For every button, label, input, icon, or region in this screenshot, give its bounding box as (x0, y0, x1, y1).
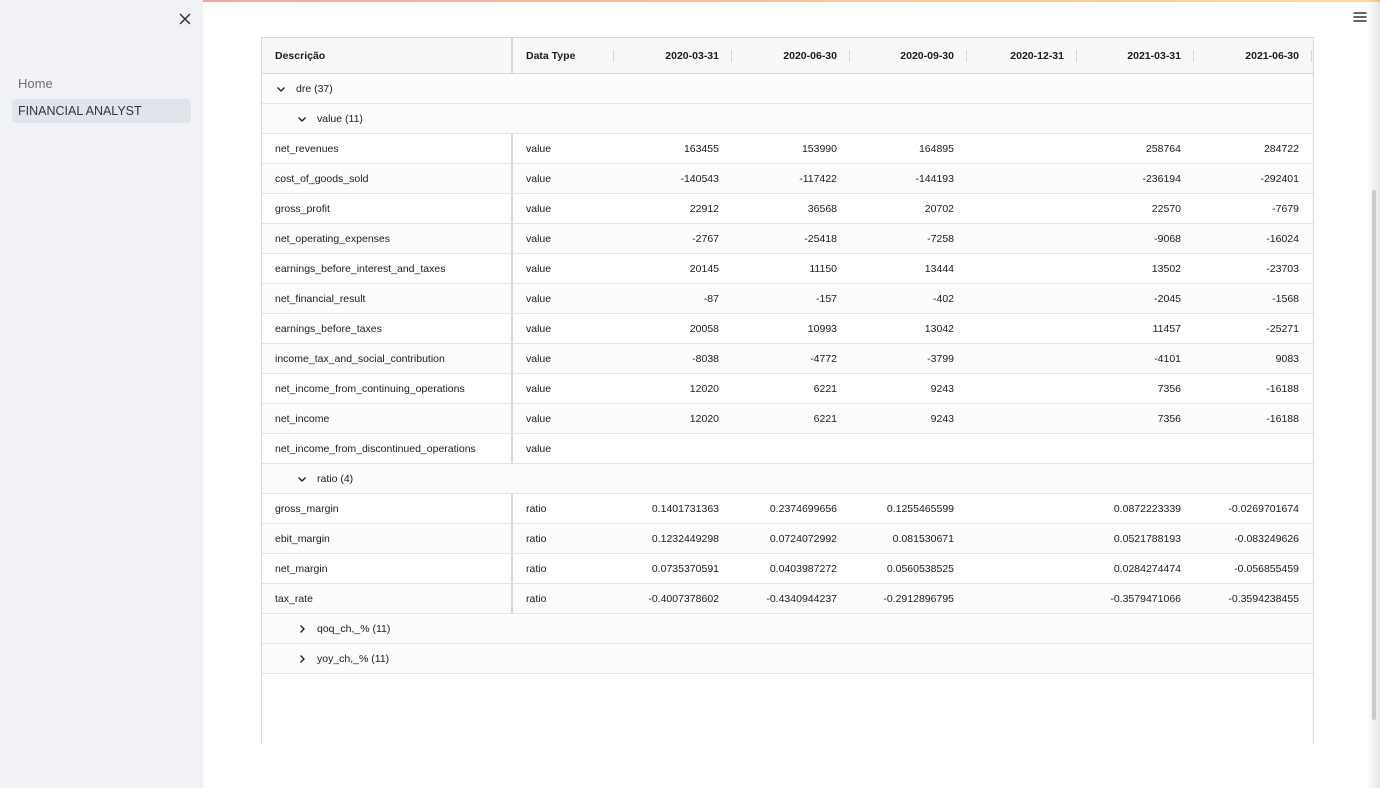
header-2020-03-31[interactable]: 2020-03-31 (614, 38, 732, 73)
cell-value[interactable]: -8038 (692, 352, 719, 365)
group-label: dre (37) (296, 82, 333, 95)
table-row[interactable] (262, 494, 1313, 524)
cell-value[interactable]: 9243 (930, 412, 954, 425)
cell-value[interactable]: 9083 (1275, 352, 1299, 365)
cell-value[interactable]: 10993 (807, 322, 837, 335)
cell-value[interactable]: 284722 (1263, 142, 1299, 155)
cell-value[interactable]: -144193 (915, 172, 954, 185)
cell-value[interactable] (967, 344, 1077, 373)
cell-value[interactable]: 11150 (809, 262, 837, 275)
cell-data-type[interactable]: value (526, 352, 552, 365)
cell-description[interactable]: net_income_from_discontinued_operations (262, 434, 513, 463)
cell-description[interactable]: ebit_margin (262, 524, 513, 553)
cell-description[interactable]: earnings_before_interest_and_taxes (262, 254, 513, 283)
chevron-right-icon[interactable] (296, 653, 308, 665)
table-row[interactable] (262, 224, 1313, 254)
cell-value[interactable] (967, 524, 1077, 553)
cell-value[interactable] (967, 284, 1077, 313)
table-row[interactable] (262, 554, 1313, 584)
group-label: ratio (4) (317, 472, 354, 485)
cell-value[interactable]: -25271 (1266, 322, 1299, 335)
cell-value[interactable]: -4101 (1154, 352, 1181, 365)
header-decoration-line (0, 0, 1380, 2)
cell-value[interactable]: -2767 (692, 232, 719, 245)
hamburger-menu-icon (1353, 11, 1367, 23)
group-label: yoy_ch,_% (11) (317, 652, 390, 665)
chevron-down-icon[interactable] (296, 113, 308, 125)
cell-value[interactable]: 20702 (924, 202, 954, 215)
cell-value[interactable]: 22570 (1151, 202, 1181, 215)
cell-data-type[interactable]: value (526, 262, 552, 275)
page-scrollbar[interactable] (1372, 190, 1376, 720)
cell-value[interactable]: -0.083249626 (1234, 532, 1299, 545)
cell-value[interactable]: -16024 (1266, 232, 1299, 245)
group-cell (262, 104, 363, 133)
cell-description[interactable]: net_income (262, 404, 513, 433)
cell-value[interactable]: 0.1401731363 (651, 502, 719, 515)
cell-value[interactable]: -25418 (804, 232, 837, 245)
cell-value[interactable]: 6221 (813, 382, 837, 395)
cell-value[interactable]: -23703 (1266, 262, 1299, 275)
cell-value[interactable] (967, 134, 1077, 163)
cell-value[interactable]: 0.0521788193 (1113, 532, 1181, 545)
cell-value[interactable]: -2045 (1154, 292, 1181, 305)
cell-data-type[interactable]: ratio (526, 592, 547, 605)
cell-value[interactable]: 13042 (924, 322, 954, 335)
group-row-ratio[interactable] (262, 464, 1313, 494)
table-row[interactable] (262, 284, 1313, 314)
cell-value[interactable]: -0.2912896795 (883, 592, 954, 605)
cell-data-type[interactable]: ratio (526, 502, 547, 515)
sidebar-item-financial-analyst[interactable]: FINANCIAL ANALYST (12, 99, 191, 123)
cell-value[interactable]: 11457 (1152, 322, 1181, 335)
cell-value[interactable]: 163455 (683, 142, 719, 155)
cell-value[interactable]: 0.1255465599 (886, 502, 954, 515)
cell-value[interactable] (967, 434, 1077, 463)
group-row-value[interactable] (262, 104, 1313, 134)
table-row[interactable] (262, 584, 1313, 614)
cell-value[interactable] (732, 434, 850, 463)
cell-value[interactable]: -16188 (1266, 382, 1299, 395)
close-icon (179, 13, 191, 25)
cell-data-type[interactable]: ratio (526, 562, 547, 575)
sidebar (0, 0, 203, 788)
cell-value[interactable]: 12020 (689, 382, 719, 395)
cell-value[interactable]: 6221 (813, 412, 837, 425)
cell-value[interactable] (1194, 434, 1312, 463)
cell-value[interactable] (967, 224, 1077, 253)
cell-value[interactable]: 7356 (1157, 412, 1181, 425)
cell-value[interactable]: -157 (815, 292, 837, 305)
cell-value[interactable]: -236194 (1142, 172, 1181, 185)
cell-value[interactable] (967, 554, 1077, 583)
cell-value[interactable]: -16188 (1266, 412, 1299, 425)
chevron-right-icon[interactable] (296, 623, 308, 635)
cell-description[interactable]: net_operating_expenses (262, 224, 513, 253)
cell-data-type[interactable]: value (526, 382, 552, 395)
cell-description[interactable]: tax_rate (262, 584, 513, 613)
cell-value[interactable] (967, 254, 1077, 283)
group-label: value (11) (317, 112, 363, 125)
group-label: qoq_ch,_% (11) (317, 622, 391, 635)
cell-value[interactable] (614, 434, 732, 463)
cell-value[interactable]: 7356 (1157, 382, 1181, 395)
cell-description[interactable]: net_margin (262, 554, 513, 583)
cell-description[interactable]: income_tax_and_social_contribution (262, 344, 513, 373)
group-row-qoq[interactable] (262, 614, 1313, 644)
group-row-yoy[interactable] (262, 644, 1313, 674)
cell-value[interactable]: 22912 (689, 202, 719, 215)
table-row[interactable] (262, 434, 1313, 464)
table-row[interactable] (262, 164, 1313, 194)
table-row[interactable] (262, 254, 1313, 284)
cell-value[interactable]: 0.0560538525 (886, 562, 954, 575)
header-2021-06-30[interactable]: 2021-06-30 (1194, 38, 1312, 73)
cell-data-type[interactable]: value (526, 142, 552, 155)
group-row-dre[interactable] (262, 74, 1313, 104)
chevron-down-icon[interactable] (275, 83, 287, 95)
cell-value[interactable]: 12020 (689, 412, 719, 425)
cell-value[interactable]: 9243 (930, 382, 954, 395)
sidebar-item-home[interactable]: Home (18, 76, 53, 91)
cell-value[interactable] (967, 404, 1077, 433)
group-cell (262, 464, 353, 493)
cell-description[interactable]: net_financial_result (262, 284, 513, 313)
header-2020-12-31[interactable]: 2020-12-31 (967, 38, 1077, 73)
cell-value[interactable]: 0.0284274474 (1113, 562, 1181, 575)
cell-value[interactable]: -140543 (680, 172, 719, 185)
cell-description[interactable]: net_income_from_continuing_operations (262, 374, 513, 403)
table-row[interactable] (262, 404, 1313, 434)
group-cell (262, 74, 333, 103)
cell-value[interactable]: -1568 (1272, 292, 1299, 305)
cell-value[interactable] (967, 494, 1077, 523)
sidebar-close-button[interactable] (174, 8, 196, 30)
cell-value[interactable]: -0.0269701674 (1228, 502, 1299, 515)
cell-data-type[interactable]: ratio (526, 532, 547, 545)
cell-value[interactable]: -3799 (927, 352, 954, 365)
cell-value[interactable] (967, 374, 1077, 403)
cell-value[interactable]: -7679 (1272, 202, 1299, 215)
header-2020-06-30[interactable]: 2020-06-30 (732, 38, 850, 73)
cell-data-type[interactable]: value (526, 172, 552, 185)
cell-data-type[interactable]: value (526, 322, 552, 335)
cell-value[interactable]: 0.1232449298 (651, 532, 719, 545)
cell-value[interactable] (850, 434, 967, 463)
table-row[interactable] (262, 374, 1313, 404)
cell-value[interactable]: -0.3579471066 (1110, 592, 1181, 605)
cell-value[interactable]: -117422 (799, 172, 837, 185)
financial-data-grid (261, 37, 1314, 744)
table-row[interactable] (262, 344, 1313, 374)
cell-value[interactable]: 0.0735370591 (651, 562, 719, 575)
cell-value[interactable]: 20145 (689, 262, 719, 275)
cell-value[interactable]: -0.056855459 (1234, 562, 1299, 575)
cell-value[interactable] (1077, 434, 1194, 463)
cell-value[interactable]: 0.2374699656 (769, 502, 837, 515)
cell-value[interactable]: -87 (703, 292, 719, 305)
cell-description[interactable]: earnings_before_taxes (262, 314, 513, 343)
table-row[interactable] (262, 524, 1313, 554)
cell-value[interactable]: 13444 (924, 262, 954, 275)
table-row[interactable] (262, 194, 1313, 224)
cell-data-type[interactable]: value (526, 232, 552, 245)
cell-value[interactable]: -0.4007378602 (648, 592, 719, 605)
cell-value[interactable]: 20058 (689, 322, 719, 335)
cell-value[interactable] (967, 314, 1077, 343)
cell-value[interactable]: -402 (932, 292, 954, 305)
cell-value[interactable] (967, 194, 1077, 223)
cell-description[interactable]: cost_of_goods_sold (262, 164, 513, 193)
cell-value[interactable]: 258764 (1145, 142, 1181, 155)
cell-value[interactable]: 153990 (801, 142, 837, 155)
table-row[interactable] (262, 314, 1313, 344)
table-row[interactable] (262, 134, 1313, 164)
header-2021-03-31[interactable]: 2021-03-31 (1077, 38, 1194, 73)
cell-value[interactable]: 13502 (1151, 262, 1181, 275)
cell-data-type[interactable]: value (526, 202, 552, 215)
cell-value[interactable]: -292401 (1260, 172, 1299, 185)
group-cell (262, 644, 389, 673)
cell-value[interactable]: -7258 (927, 232, 954, 245)
cell-value[interactable]: -0.3594238455 (1228, 592, 1299, 605)
cell-description[interactable]: gross_margin (262, 494, 513, 523)
cell-description[interactable]: net_revenues (262, 134, 513, 163)
cell-value[interactable]: 0.081530671 (892, 532, 954, 545)
chevron-down-icon[interactable] (296, 473, 308, 485)
header-2020-09-30[interactable]: 2020-09-30 (850, 38, 967, 73)
grid-body (262, 74, 1313, 674)
grid-header-row (262, 38, 1313, 74)
cell-value[interactable]: 0.0872223339 (1113, 502, 1181, 515)
cell-description[interactable]: gross_profit (262, 194, 513, 223)
cell-value[interactable] (967, 584, 1077, 613)
cell-value[interactable] (967, 164, 1077, 193)
cell-value[interactable]: 0.0724072992 (769, 532, 837, 545)
cell-value[interactable]: 36568 (807, 202, 837, 215)
cell-value[interactable]: 164895 (918, 142, 954, 155)
cell-value[interactable]: -0.4340944237 (766, 592, 837, 605)
cell-value[interactable]: -4772 (810, 352, 837, 365)
group-cell (262, 614, 390, 643)
cell-value[interactable]: 0.0403987272 (769, 562, 837, 575)
cell-data-type[interactable]: value (526, 412, 552, 425)
cell-data-type[interactable]: value (526, 442, 552, 455)
header-descricao[interactable]: Descrição (262, 38, 513, 73)
cell-data-type[interactable]: value (526, 292, 552, 305)
sidebar-nav (12, 72, 191, 126)
header-data-type[interactable]: Data Type (513, 38, 614, 73)
cell-value[interactable]: -9068 (1154, 232, 1181, 245)
